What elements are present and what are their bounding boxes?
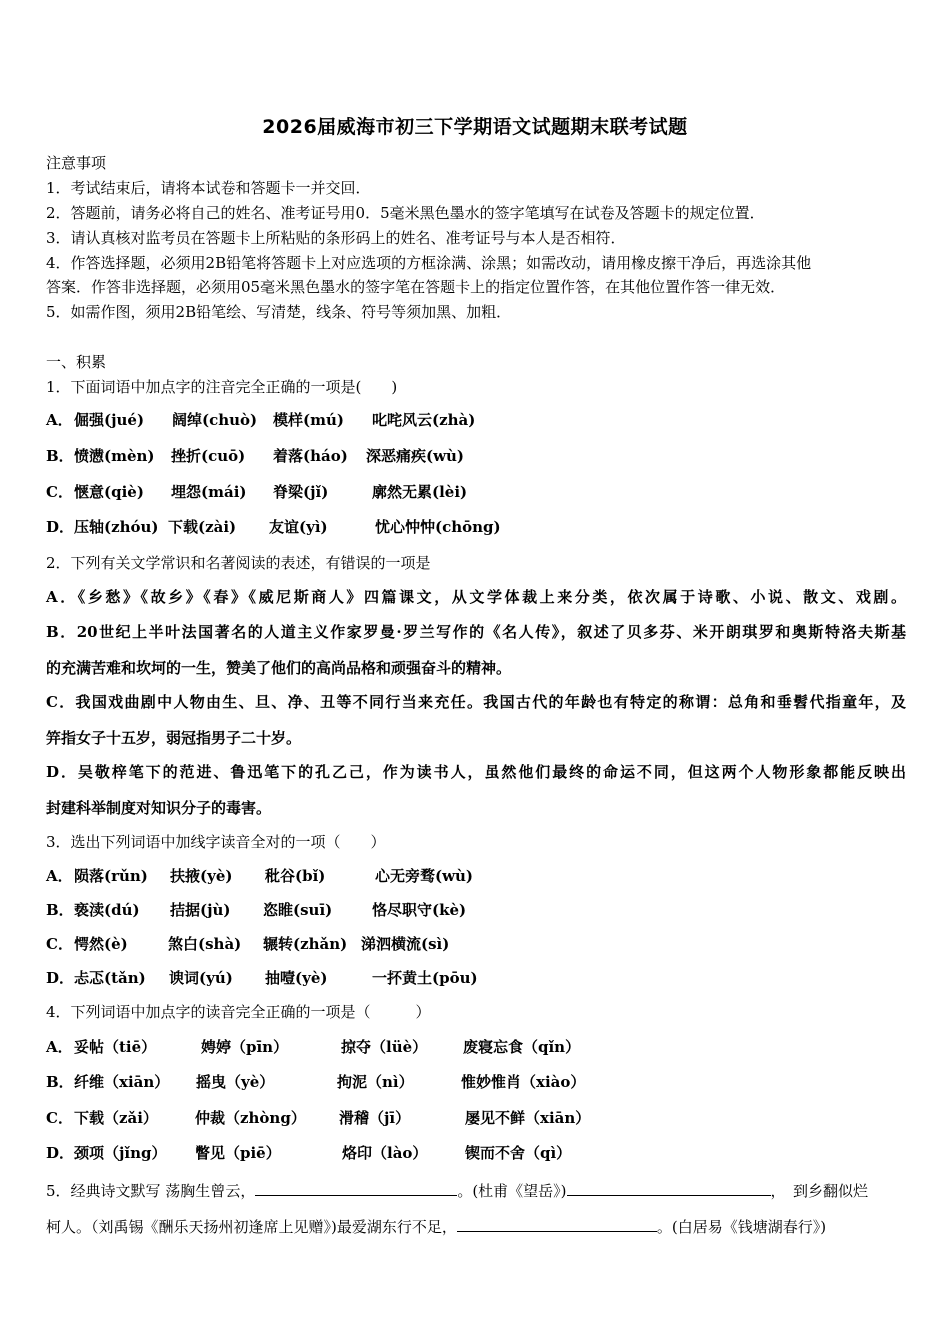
q2-stem: 2．下列有关文学常识和名著阅读的表述，有错误的一项是 xyxy=(46,554,431,572)
q5-answer-blank-1[interactable] xyxy=(255,1179,457,1196)
q4-option-b: B．纤维（xiān） 摇曳（yè） 拘泥（nì） 惟妙惟肖（xiào） xyxy=(46,1073,586,1091)
q2-option-c-cont: 笄指女子十五岁，弱冠指男子二十岁。 xyxy=(46,729,302,747)
notice-item-5: 5．如需作图，须用2B铅笔绘、写清楚，线条、符号等须加黑、加粗． xyxy=(46,303,512,321)
q1-option-c: C．惬意(qiè) 埋怨(mái) 脊梁(jǐ) 廓然无累(lèi) xyxy=(46,483,468,501)
q5-answer-blank-3[interactable] xyxy=(457,1215,657,1232)
q5-line-2 xyxy=(46,1215,826,1237)
q4-option-c: C．下载（zǎi） 仲裁（zhòng） 滑稽（jī） 屡见不鲜（xiān） xyxy=(46,1109,591,1127)
notice-item-4-cont: 答案．作答非选择题，必须用05毫米黑色墨水的签字笔在答题卡上的指定位置作答，在其他位置作答一律无效． xyxy=(46,278,786,296)
q4-stem: 4．下列词语中加点字的读音完全正确的一项是（ ） xyxy=(46,1003,431,1021)
q1-option-a: A．倔强(jué) 阔绰(chuò) 模样(mú) 叱咤风云(zhà) xyxy=(46,411,476,429)
q2-option-d-cont: 封建科举制度对知识分子的毒害。 xyxy=(46,799,272,817)
q2-option-a: A．《乡愁》《故乡》《春》《威尼斯商人》四篇课文，从文学体裁上来分类，依次属于诗歌、小说、散文、戏剧。 xyxy=(46,588,906,606)
q5-text-2: 。(杜甫《望岳》) xyxy=(457,1182,567,1200)
q2-option-d: D．吴敬梓笔下的范进、鲁迅笔下的孔乙己，作为读书人，虽然他们最终的命运不同，但这两个人物形象都能反映出 xyxy=(46,763,906,781)
q4-option-a: A．妥帖（tiē） 娉婷（pīn） 掠夺（lüè） 废寝忘食（qǐn） xyxy=(46,1038,581,1056)
q5-text-4: 柯人。（刘禹锡《酬乐天扬州初逢席上见赠》)最爱湖东行不足， xyxy=(46,1218,457,1236)
q5-answer-blank-2[interactable] xyxy=(567,1179,771,1196)
q2-option-b: B．20世纪上半叶法国著名的人道主义作家罗曼·罗兰写作的《名人传》，叙述了贝多芬、米开朗琪罗和奥斯特洛夫斯基 xyxy=(46,623,906,641)
q5-line-1 xyxy=(46,1179,868,1201)
q2-option-b-cont: 的充满苦难和坎坷的一生，赞美了他们的高尚品格和顽强奋斗的精神。 xyxy=(46,659,512,677)
q3-stem: 3．选出下列词语中加线字读音全对的一项（ ） xyxy=(46,833,386,851)
section-heading: 一、积累 xyxy=(46,353,107,371)
q5-text-5: 。(白居易《钱塘湖春行》) xyxy=(656,1218,827,1236)
q2-option-c: C．我国戏曲剧中人物由生、旦、净、丑等不同行当来充任。我国古代的年龄也有特定的称谓：总角和垂髫代指童年，及 xyxy=(46,693,906,711)
q3-option-a: A．陨落(rǔn) 扶掖(yè) 秕谷(bǐ) 心无旁骛(wù) xyxy=(46,867,474,885)
q4-option-d: D．颈项（jǐng） 瞥见（piē） 烙印（lào） 锲而不舍（qì） xyxy=(46,1144,572,1162)
notice-item-4: 4．作答选择题，必须用2B铅笔将答题卡上对应选项的方框涂满、涂黑；如需改动，请用橡皮擦干净后，再选涂其他 xyxy=(46,254,812,272)
q5-text-3: ， 到乡翻似烂 xyxy=(770,1182,869,1200)
q1-option-b: B．愤懑(mèn) 挫折(cuō) 着落(háo) 深恶痛疾(wù) xyxy=(46,447,465,465)
q5-text-1: 5．经典诗文默写 荡胸生曾云， xyxy=(46,1182,256,1200)
q3-option-b: B．亵渎(dú) 拮据(jù) 恣睢(suī) 恪尽职守(kè) xyxy=(46,901,467,919)
q1-stem: 1．下面词语中加点字的注音完全正确的一项是( ) xyxy=(46,378,398,396)
notice-item-1: 1．考试结束后，请将本试卷和答题卡一并交回． xyxy=(46,179,371,197)
page-title: 2026届威海市初三下学期语文试题期末联考试题 xyxy=(262,116,688,138)
notice-item-2: 2．答题前，请务必将自己的姓名、准考证号用0．5毫米黑色墨水的签字笔填写在试卷及答题卡的规定位置． xyxy=(46,204,765,222)
q3-option-c: C．愕然(è) 煞白(shà) 辗转(zhǎn) 涕泗横流(sì) xyxy=(46,935,450,953)
q3-option-d: D．忐忑(tǎn) 谀词(yú) 抽噎(yè) 一抔黄土(pōu) xyxy=(46,969,478,987)
notice-heading: 注意事项 xyxy=(46,154,107,172)
q1-option-d: D．压轴(zhóu) 下载(zài) 友谊(yì) 忧心忡忡(chōng) xyxy=(46,518,501,536)
notice-item-3: 3．请认真核对监考员在答题卡上所粘贴的条形码上的姓名、准考证号与本人是否相符． xyxy=(46,229,626,247)
